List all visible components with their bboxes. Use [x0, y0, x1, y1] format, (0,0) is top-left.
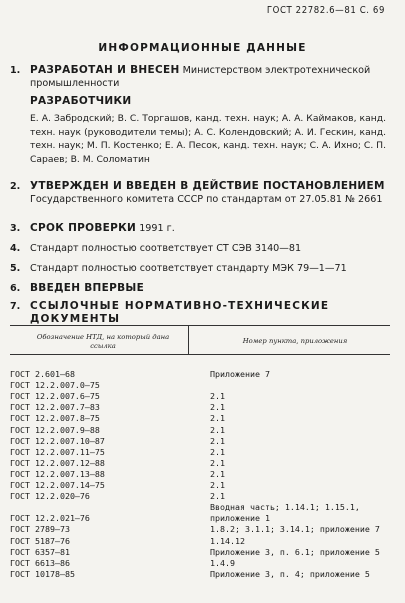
table-cell-designation: ГОСТ 12.2.007.10—87: [10, 435, 105, 446]
table-cell-clause: 1.14.12: [210, 535, 245, 546]
table-row: [10, 458, 390, 469]
table-cell-clause: Приложение 3, п. 6.1; приложение 5: [210, 546, 380, 557]
item-1: [10, 64, 386, 90]
table-cell-designation: ГОСТ 12.2.007.12—88: [10, 457, 105, 468]
table-row: [10, 425, 390, 436]
table-cell-designation: ГОСТ 12.2.007.7—83: [10, 402, 100, 413]
table-cell-designation: ГОСТ 12.2.007.8—75: [10, 413, 100, 424]
item-7-text: ССЫЛОЧНЫЕ НОРМАТИВНО-ТЕХНИЧЕСКИЕ ДОКУМЕНТЫ: [30, 300, 330, 325]
table-cell-clause: Вводная часть; 1.14.1; 1.15.1, приложение 1: [210, 502, 360, 524]
table-cell-designation: ГОСТ 12.2.021—76: [10, 513, 90, 524]
table-cell-clause: 2.1: [210, 457, 225, 468]
developers-text: Е. А. Забродский; В. С. Торгашов, канд. техн. наук; А. А. Каймаков, канд. техн. наук (руководители темы); А. С. Колендовский; А. И. Гескин, канд. техн. наук; М. П. Костенко; Е. А. Песок, канд. техн. наук; С. А. Ихно; С. П. Сараев; В. М. Соломатин: [30, 113, 386, 165]
item-3-text: 1991 г.: [139, 223, 175, 234]
table-row: [10, 558, 390, 569]
table-cell-designation: ГОСТ 12.2.007.14—75: [10, 480, 105, 490]
item-6: [10, 282, 386, 295]
table-top-rule: [10, 325, 390, 326]
table-cell-clause: 2.1: [210, 491, 225, 502]
table-cell-clause: 2.1: [210, 480, 225, 490]
developers-title: РАЗРАБОТЧИКИ: [30, 95, 132, 107]
table-cell-designation: ГОСТ 12.2.007.13—88: [10, 468, 105, 479]
table-row: [10, 469, 390, 480]
table-cell-designation: ГОСТ 12.2.007.9—88: [10, 424, 100, 435]
item-7: [10, 300, 386, 326]
table-cell-clause: 2.1: [210, 413, 225, 424]
table-cell-clause: 2.1: [210, 446, 225, 457]
page-title: ИНФОРМАЦИОННЫЕ ДАННЫЕ: [98, 42, 307, 54]
table-cell-designation: ГОСТ 5187—76: [10, 535, 70, 546]
table-cell-designation: ГОСТ 10178—85: [10, 568, 75, 579]
table-cell-clause: 1.8.2; 3.1.1; 3.14.1; приложение 7: [210, 524, 380, 535]
table-row: [10, 402, 390, 413]
table-cell-designation: ГОСТ 2789—73: [10, 524, 70, 535]
table-cell-designation: ГОСТ 12.2.007.0—75: [10, 380, 100, 391]
table-cell-designation: ГОСТ 12.2.007.11—75: [10, 446, 105, 457]
item-6-text: ВВЕДЕН ВПЕРВЫЕ: [30, 282, 145, 294]
table-row: [10, 369, 390, 380]
table-row: [10, 480, 390, 491]
table-cell-designation: ГОСТ 6613—86: [10, 557, 70, 568]
table-row: [10, 380, 390, 391]
item-2: [10, 180, 386, 206]
item-5-text: Стандарт полностью соответствует стандарту МЭК 79—1—71: [30, 263, 347, 274]
table-cell-clause: 1.4.9: [210, 557, 235, 568]
table-cell-clause: 2.1: [210, 402, 225, 413]
item-3-number: 3.: [10, 223, 21, 234]
table-row: [10, 513, 390, 524]
item-1-number: 1.: [10, 65, 21, 76]
table-row: [10, 447, 390, 458]
table-row: [10, 436, 390, 447]
developers-heading-block: [10, 95, 386, 108]
table-cell-clause: 2.1: [210, 468, 225, 479]
table-row: [10, 569, 390, 580]
item-5: [10, 262, 386, 275]
item-6-number: 6.: [10, 283, 21, 294]
item-4: [10, 242, 386, 255]
table-row: [10, 547, 390, 558]
table-column-divider: [188, 325, 189, 354]
table-header-clause: Номер пункта, приложения: [242, 337, 348, 345]
item-5-number: 5.: [10, 263, 21, 274]
item-3-lead: СРОК ПРОВЕРКИ: [30, 222, 137, 234]
table-cell-designation: ГОСТ 12.2.007.6—75: [10, 391, 100, 402]
table-cell-clause: Приложение 3, п. 4; приложение 5: [210, 568, 370, 579]
table-row: [10, 524, 390, 535]
table-cell-designation: ГОСТ 6357—81: [10, 546, 70, 557]
page-header: ГОСТ 22782.6—81 С. 69: [266, 5, 385, 16]
table-cell-clause: Приложение 7: [210, 369, 270, 379]
table-row: [10, 536, 390, 547]
table-row: [10, 391, 390, 402]
item-1-lead: РАЗРАБОТАН И ВНЕСЕН: [30, 64, 180, 76]
item-4-text: Стандарт полностью соответствует СТ СЭВ 3140—81: [30, 243, 302, 254]
item-1-text: Министерством электротехнической промышленности: [30, 65, 371, 89]
item-4-number: 4.: [10, 243, 21, 254]
table-row: [10, 413, 390, 424]
item-2-lead: УТВЕРЖДЕН И ВВЕДЕН В ДЕЙСТВИЕ ПОСТАНОВЛЕНИЕМ: [30, 180, 385, 192]
table-cell-designation: ГОСТ 12.2.020—76: [10, 491, 90, 502]
table-header-designation: Обозначение НТД, на который дана ссылка: [36, 333, 170, 350]
item-2-text: Государственного комитета СССР по стандартам от 27.05.81 № 2661: [30, 194, 383, 205]
table-row: [10, 491, 390, 502]
table-cell-clause: 2.1: [210, 424, 225, 435]
table-cell-clause: 2.1: [210, 391, 225, 402]
table-cell-designation: ГОСТ 2.601—68: [10, 369, 75, 379]
table-cell-clause: 2.1: [210, 435, 225, 446]
table-header-rule: [10, 354, 390, 355]
item-2-number: 2.: [10, 181, 21, 192]
item-7-number: 7.: [10, 301, 21, 312]
item-3: [10, 222, 386, 235]
